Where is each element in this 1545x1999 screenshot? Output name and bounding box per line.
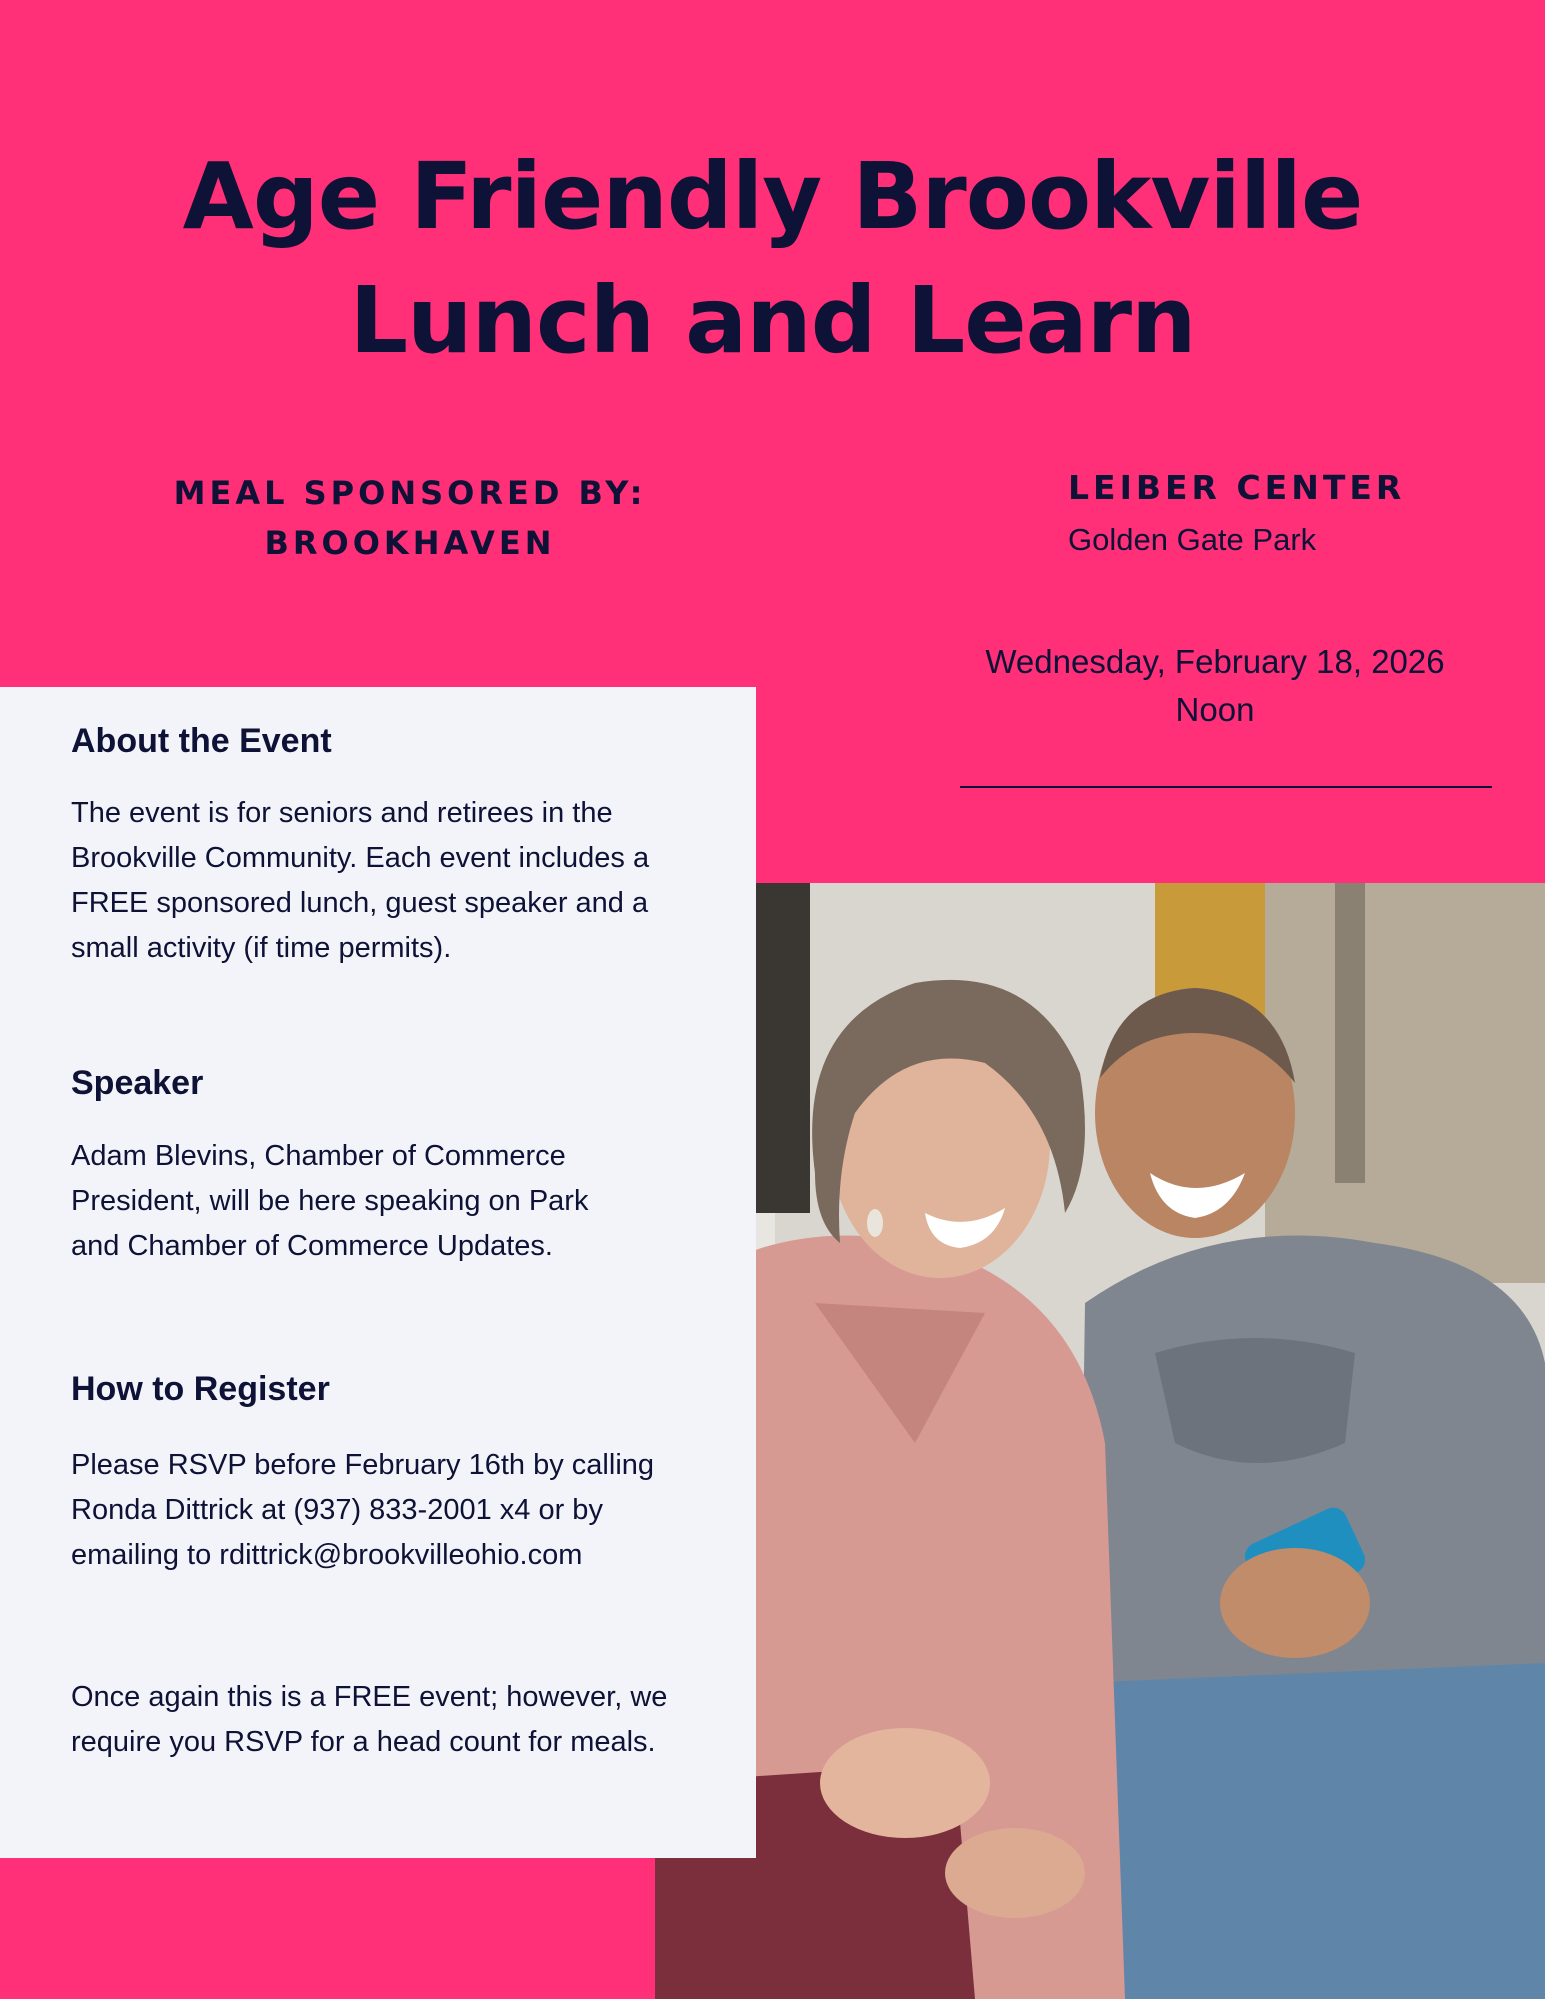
event-time: Noon [1175, 691, 1255, 728]
about-body: The event is for seniors and retirees in the Brookville Community. Each event includes a FREE sponsored lunch, guest speaker and a small activity (if time permits). [71, 797, 650, 964]
register-body: Please RSVP before February 16th by calling Ronda Dittrick at (937) 833-2001 x4 or by emailing to rdittrick@brookvilleohio.com [71, 1449, 655, 1571]
venue-location: Golden Gate Park [1068, 522, 1317, 557]
meal-sponsor [150, 468, 670, 568]
photo-illustration [655, 883, 1545, 1999]
event-datetime [955, 638, 1475, 734]
speaker-heading: Speaker [71, 1064, 204, 1102]
flyer-title [0, 135, 1545, 383]
info-panel [0, 687, 756, 1858]
seniors-photo [655, 883, 1545, 1999]
sponsor-label: MEAL SPONSORED BY: [173, 474, 647, 512]
title-line-2: Lunch and Learn [349, 267, 1196, 374]
venue-name: LEIBER CENTER [1068, 468, 1406, 507]
event-date: Wednesday, February 18, 2026 [985, 643, 1445, 680]
title-line-1: Age Friendly Brookville [182, 143, 1363, 250]
register-heading: How to Register [71, 1370, 330, 1408]
register-note: Once again this is a FREE event; however, we require you RSVP for a head count for meals. [71, 1681, 668, 1758]
venue-block [1068, 462, 1488, 564]
speaker-body: Adam Blevins, Chamber of Commerce President, will be here speaking on Park and Chamber of Commerce Updates. [71, 1140, 589, 1262]
about-heading: About the Event [71, 722, 332, 760]
sponsor-name: BROOKHAVEN [264, 524, 556, 562]
divider-line [960, 786, 1492, 788]
